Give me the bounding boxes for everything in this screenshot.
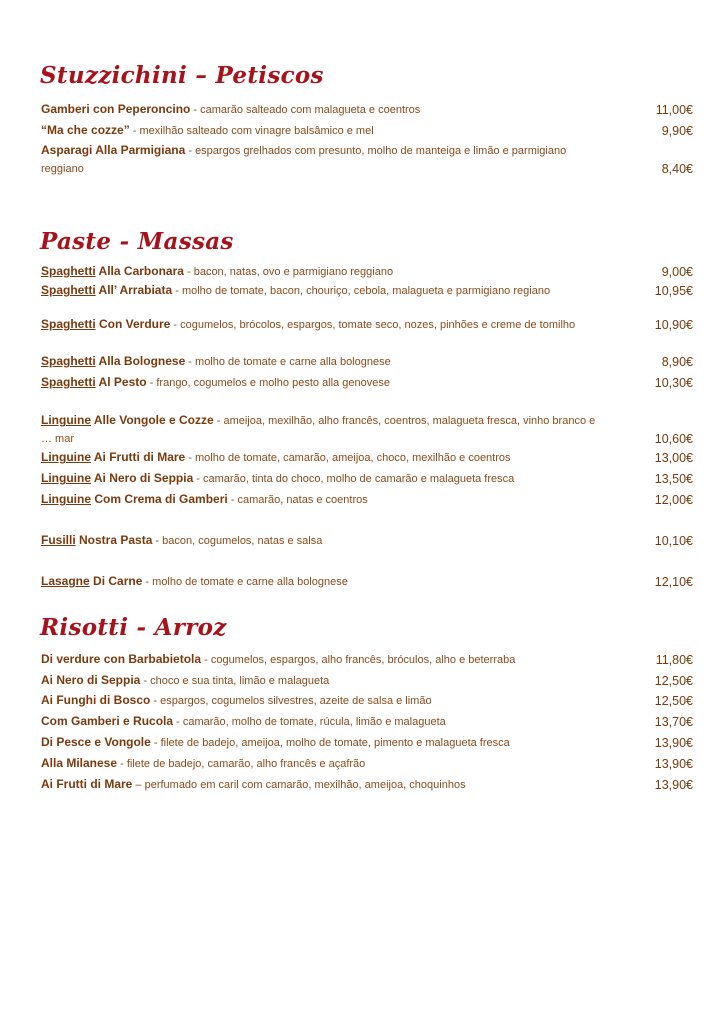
menu-item: Linguine Com Crema di Gamberi - camarão, natas e coentros 12,00€ [41, 492, 693, 507]
item-description: camarão salteado com malagueta e coentros [200, 104, 421, 116]
menu-item: Gamberi con Peperoncino - camarão salteado com malagueta e coentros 11,00€ [41, 102, 693, 117]
item-description: ameijoa, mexilhão, alho francês, coentros, malagueta fresca, vinho branco e … mar [41, 415, 596, 445]
item-description: camarão, molho de tomate, rúcula, limão e malagueta [182, 716, 446, 728]
item-description: molho de tomate e carne alla bolognese [152, 576, 348, 588]
item-description: cogumelos, brócolos, espargos, tomate seco, nozes, pinhões e creme de tomilho [180, 319, 576, 331]
item-description: molho de tomate, bacon, chouriço, cebola, malagueta e parmigiano regiano [181, 285, 551, 297]
item-price: 13,90€ [654, 736, 693, 750]
item-name: Ai Frutti di Mare [41, 777, 133, 791]
item-name: Com Gamberi e Rucola [41, 714, 174, 728]
item-name: Alle Vongole e Cozze [91, 413, 214, 427]
item-price: 10,95€ [654, 284, 693, 298]
menu-item: Spaghetti Con Verdure - cogumelos, brócolos, espargos, tomate seco, nozes, pinhões e creme de tomilho 10,90€ [41, 317, 693, 332]
item-description: espargos, cogumelos silvestres, azeite de salsa e limão [160, 695, 432, 707]
item-description: perfumado em caril com camarão, mexilhão, ameijoa, choquinhos [144, 779, 466, 791]
menu-item: Ai Funghi di Bosco - espargos, cogumelos silvestres, azeite de salsa e limão 12,50€ [41, 693, 693, 708]
item-name: Alla Bolognese [95, 354, 186, 368]
item-name: Al Pesto [95, 375, 147, 389]
menu-item: Linguine Alle Vongole e Cozze - ameijoa, mexilhão, alho francês, coentros, malagueta fresca, vinho branco e … mar 10,60€ [41, 413, 693, 446]
item-name: Ai Funghi di Bosco [41, 693, 151, 707]
item-price: 8,90€ [661, 355, 693, 369]
item-price: 13,70€ [654, 715, 693, 729]
menu-item: Spaghetti Alla Carbonara - bacon, natas, ovo e parmigiano reggiano 9,00€ [41, 264, 693, 279]
item-name: Asparagi Alla Parmigiana [41, 143, 186, 157]
item-price: 13,00€ [654, 451, 693, 465]
item-price: 10,10€ [654, 534, 693, 548]
item-name: Gamberi con Peperoncino [41, 102, 191, 116]
item-description: frango, cogumelos e molho pesto alla genovese [156, 377, 390, 389]
item-price: 10,60€ [654, 432, 693, 446]
item-description: bacon, cogumelos, natas e salsa [162, 535, 323, 547]
item-description: filete de badejo, camarão, alho francês e açafrão [126, 758, 366, 770]
item-price: 12,50€ [654, 674, 693, 688]
item-name: Com Crema di Gamberi [91, 492, 228, 506]
menu-item: Linguine Ai Frutti di Mare - molho de tomate, camarão, ameijoa, choco, mexilhão e coentros 13,00€ [41, 450, 693, 465]
menu-item: Alla Milanese - filete de badejo, camarão, alho francês e açafrão 13,90€ [41, 756, 693, 771]
item-description: camarão, natas e coentros [237, 494, 368, 506]
item-name: Ai Nero di Seppia [91, 471, 194, 485]
section-title-petiscos: Stuzzichini – Petiscos [40, 62, 324, 89]
item-description: choco e sua tinta, limão e malagueta [150, 675, 330, 687]
item-name: Di verdure con Barbabietola [41, 652, 202, 666]
item-price: 11,00€ [655, 103, 693, 117]
menu-item: Spaghetti Alla Bolognese - molho de tomate e carne alla bolognese 8,90€ [41, 354, 693, 369]
menu-item: “Ma che cozze” - mexilhão salteado com vinagre balsâmico e mel 9,90€ [41, 123, 693, 138]
item-description: molho de tomate e carne alla bolognese [195, 356, 391, 368]
item-price: 10,30€ [654, 376, 693, 390]
item-name: Alla Milanese [41, 756, 118, 770]
item-price: 13,90€ [654, 757, 693, 771]
menu-item: Com Gamberi e Rucola - camarão, molho de tomate, rúcula, limão e malagueta 13,70€ [41, 714, 693, 729]
item-price: 10,90€ [654, 318, 693, 332]
item-description: cogumelos, espargos, alho francês, bróculos, alho e beterraba [210, 654, 516, 666]
item-name: All’ Arrabiata [95, 283, 173, 297]
item-price: 9,90€ [661, 124, 693, 138]
menu-item: Ai Frutti di Mare – perfumado em caril com camarão, mexilhão, ameijoa, choquinhos 13,90€ [41, 777, 693, 792]
item-description: molho de tomate, camarão, ameijoa, choco, mexilhão e coentros [195, 452, 511, 464]
item-name: Di Carne [89, 574, 143, 588]
section-title-massas: Paste - Massas [40, 228, 234, 255]
item-price: 9,00€ [661, 265, 693, 279]
item-description: mexilhão salteado com vinagre balsâmico e mel [139, 125, 374, 137]
section-title-arroz: Risotti - Arroz [40, 614, 227, 641]
menu-item: Di Pesce e Vongole - filete de badejo, ameijoa, molho de tomate, pimento e malagueta fresca 13,90€ [41, 735, 693, 750]
item-price: 12,50€ [654, 694, 693, 708]
item-price: 13,90€ [654, 778, 693, 792]
item-description: filete de badejo, ameijoa, molho de tomate, pimento e malagueta fresca [160, 737, 510, 749]
menu-item: Linguine Ai Nero di Seppia - camarão, tinta do choco, molho de camarão e malagueta fresca 13,50€ [41, 471, 693, 486]
menu-item: Spaghetti Al Pesto - frango, cogumelos e molho pesto alla genovese 10,30€ [41, 375, 693, 390]
item-description: bacon, natas, ovo e parmigiano reggiano [193, 266, 394, 278]
item-name: Ai Nero di Seppia [41, 673, 141, 687]
item-price: 12,10€ [654, 575, 693, 589]
item-description: camarão, tinta do choco, molho de camarão e malagueta fresca [203, 473, 515, 485]
menu-item: Di verdure con Barbabietola - cogumelos, espargos, alho francês, bróculos, alho e beterraba 11,80€ [41, 652, 693, 667]
menu-item: Spaghetti All’ Arrabiata - molho de tomate, bacon, chouriço, cebola, malagueta e parmigiano regiano 10,95€ [41, 283, 693, 298]
item-name: Con Verdure [95, 317, 171, 331]
item-name: “Ma che cozze” [41, 123, 130, 137]
item-price: 11,80€ [655, 653, 693, 667]
menu-item: Lasagne Di Carne - molho de tomate e carne alla bolognese 12,10€ [41, 574, 693, 589]
menu-item: Ai Nero di Seppia - choco e sua tinta, limão e malagueta 12,50€ [41, 673, 693, 688]
menu-item: Asparagi Alla Parmigiana - espargos grelhados com presunto, molho de manteiga e limão e parmigiano reggiano 8,40€ [41, 143, 693, 176]
item-name: Nostra Pasta [75, 533, 153, 547]
item-name: Alla Carbonara [95, 264, 184, 278]
item-name: Ai Frutti di Mare [91, 450, 186, 464]
item-price: 8,40€ [661, 162, 693, 176]
item-description: espargos grelhados com presunto, molho de manteiga e limão e parmigiano reggiano [41, 145, 567, 175]
item-price: 12,00€ [654, 493, 693, 507]
item-name: Di Pesce e Vongole [41, 735, 151, 749]
menu-item: Fusilli Nostra Pasta - bacon, cogumelos, natas e salsa 10,10€ [41, 533, 693, 548]
item-price: 13,50€ [654, 472, 693, 486]
